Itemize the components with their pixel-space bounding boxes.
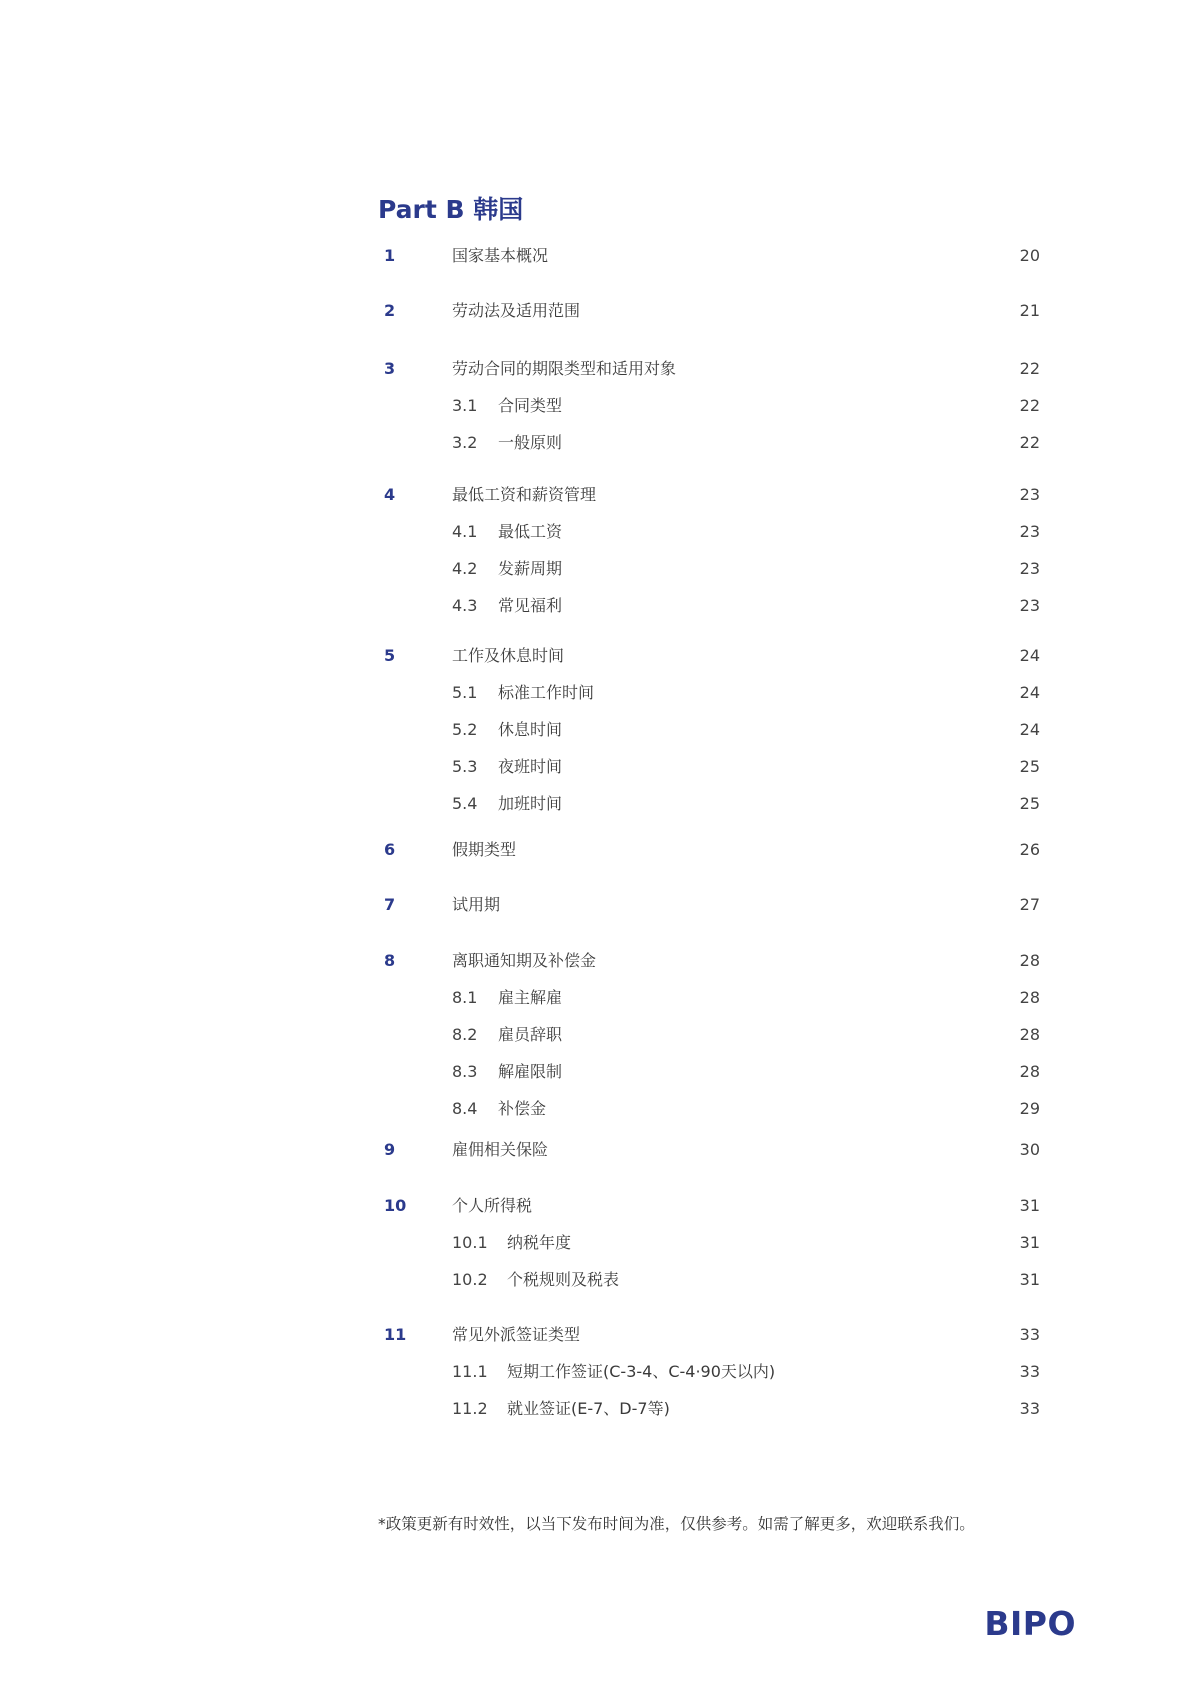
toc-subentry-title: 休息时间 — [498, 720, 563, 739]
toc-subentry-page: 28 — [1019, 1025, 1040, 1044]
toc-subentry-title: 补偿金 — [498, 1099, 547, 1118]
toc-subentry-title: 一般原则 — [498, 433, 563, 452]
toc-entry-number: 1 — [384, 246, 396, 265]
toc-entry-number: 7 — [384, 895, 396, 914]
toc-subentry-page: 25 — [1019, 794, 1040, 813]
toc-subentry-number: 8.2 — [452, 1025, 478, 1044]
toc-subentry-page: 28 — [1019, 988, 1040, 1007]
toc-subentry-number: 4.1 — [452, 522, 478, 541]
toc-subentry-number: 10.2 — [452, 1270, 488, 1289]
toc-entry-page: 23 — [1019, 485, 1040, 504]
toc-entry-page: 31 — [1019, 1196, 1040, 1215]
toc-entry[interactable] — [0, 643, 1200, 669]
toc-subentry-page: 22 — [1019, 396, 1040, 415]
toc-subentry-page: 29 — [1019, 1099, 1040, 1118]
toc-subentry-number: 4.2 — [452, 559, 478, 578]
toc-entry[interactable] — [0, 356, 1200, 382]
toc-entry-page: 24 — [1019, 646, 1040, 665]
toc-subentry-title: 常见福利 — [498, 596, 563, 615]
toc-entry-title: 离职通知期及补偿金 — [452, 951, 597, 970]
toc-subentry-number: 8.3 — [452, 1062, 478, 1081]
toc-subentry[interactable] — [0, 519, 1200, 545]
toc-entry-number: 9 — [384, 1140, 396, 1159]
toc-subentry-title: 就业签证(E-7、D-7等) — [507, 1399, 670, 1418]
toc-subentry-number: 8.1 — [452, 988, 478, 1007]
toc-subentry[interactable] — [0, 1396, 1200, 1422]
page-title: Part B 韩国 — [378, 195, 524, 224]
toc-subentry-page: 33 — [1019, 1362, 1040, 1381]
toc-entry-number: 11 — [384, 1325, 407, 1344]
toc-subentry[interactable] — [0, 430, 1200, 456]
toc-subentry-number: 5.2 — [452, 720, 478, 739]
toc-entry-title: 最低工资和薪资管理 — [452, 485, 597, 504]
toc-entry-number: 8 — [384, 951, 396, 970]
toc-entry-title: 工作及休息时间 — [452, 646, 565, 665]
toc-entry-page: 21 — [1019, 301, 1040, 320]
toc-subentry-number: 10.1 — [452, 1233, 488, 1252]
toc-entry-page: 20 — [1019, 246, 1040, 265]
toc-subentry[interactable] — [0, 791, 1200, 817]
toc-subentry-page: 33 — [1019, 1399, 1040, 1418]
toc-entry-page: 26 — [1019, 840, 1040, 859]
toc-subentry-page: 24 — [1019, 720, 1040, 739]
toc-subentry-page: 23 — [1019, 522, 1040, 541]
toc-entry-title: 劳动合同的期限类型和适用对象 — [452, 359, 677, 378]
toc-subentry-title: 雇主解雇 — [498, 988, 563, 1007]
toc-entry-page: 33 — [1019, 1325, 1040, 1344]
toc-subentry-number: 11.1 — [452, 1362, 488, 1381]
toc-subentry-title: 个税规则及税表 — [507, 1270, 620, 1289]
toc-subentry[interactable] — [0, 1096, 1200, 1122]
toc-entry-page: 30 — [1019, 1140, 1040, 1159]
toc-subentry-number: 5.1 — [452, 683, 478, 702]
toc-subentry-title: 解雇限制 — [498, 1062, 563, 1081]
toc-entry[interactable] — [0, 837, 1200, 863]
toc-entry[interactable] — [0, 243, 1200, 269]
toc-entry-page: 27 — [1019, 895, 1040, 914]
toc-subentry-number: 3.1 — [452, 396, 478, 415]
toc-subentry-page: 31 — [1019, 1270, 1040, 1289]
toc-entry-number: 10 — [384, 1196, 407, 1215]
toc-subentry-title: 发薪周期 — [498, 559, 563, 578]
toc-entry[interactable] — [0, 482, 1200, 508]
toc-subentry[interactable] — [0, 754, 1200, 780]
toc-subentry[interactable] — [0, 1267, 1200, 1293]
toc-entry[interactable] — [0, 1322, 1200, 1348]
toc-subentry-page: 24 — [1019, 683, 1040, 702]
toc-subentry-title: 最低工资 — [498, 522, 563, 541]
toc-subentry-number: 3.2 — [452, 433, 478, 452]
toc-subentry[interactable] — [0, 717, 1200, 743]
toc-subentry-title: 雇员辞职 — [498, 1025, 563, 1044]
bipo-logo: BIPO — [984, 1604, 1076, 1643]
toc-entry-title: 假期类型 — [452, 840, 517, 859]
toc-subentry-page: 23 — [1019, 559, 1040, 578]
toc-entry-number: 6 — [384, 840, 396, 859]
toc-subentry[interactable] — [0, 1059, 1200, 1085]
toc-subentry-page: 22 — [1019, 433, 1040, 452]
toc-entry-title: 试用期 — [452, 895, 501, 914]
toc-subentry-page: 23 — [1019, 596, 1040, 615]
toc-subentry-title: 纳税年度 — [507, 1233, 572, 1252]
toc-entry-page: 22 — [1019, 359, 1040, 378]
footnote: *政策更新有时效性，以当下发布时间为准，仅供参考。如需了解更多，欢迎联系我们。 — [378, 1515, 975, 1533]
toc-subentry[interactable] — [0, 1359, 1200, 1385]
toc-entry[interactable] — [0, 1137, 1200, 1163]
toc-entry-number: 2 — [384, 301, 396, 320]
toc-subentry[interactable] — [0, 985, 1200, 1011]
toc-subentry-title: 合同类型 — [498, 396, 563, 415]
toc-entry-title: 国家基本概况 — [452, 246, 549, 265]
toc-subentry-page: 28 — [1019, 1062, 1040, 1081]
toc-subentry[interactable] — [0, 680, 1200, 706]
toc-subentry-number: 11.2 — [452, 1399, 488, 1418]
toc-subentry[interactable] — [0, 393, 1200, 419]
toc-entry-number: 4 — [384, 485, 396, 504]
toc-entry[interactable] — [0, 892, 1200, 918]
toc-entry[interactable] — [0, 948, 1200, 974]
toc-entry-title: 常见外派签证类型 — [452, 1325, 581, 1344]
toc-subentry-number: 5.4 — [452, 794, 478, 813]
toc-entry[interactable] — [0, 1193, 1200, 1219]
toc-entry-number: 3 — [384, 359, 396, 378]
toc-subentry[interactable] — [0, 556, 1200, 582]
toc-entry-title: 雇佣相关保险 — [452, 1140, 549, 1159]
toc-subentry-title: 短期工作签证(C-3-4、C-4·90天以内) — [507, 1362, 776, 1381]
toc-subentry-number: 5.3 — [452, 757, 478, 776]
toc-subentry[interactable] — [0, 593, 1200, 619]
toc-subentry-title: 标准工作时间 — [498, 683, 595, 702]
toc-subentry[interactable] — [0, 1230, 1200, 1256]
toc-subentry-number: 4.3 — [452, 596, 478, 615]
toc-subentry-page: 25 — [1019, 757, 1040, 776]
toc-entry-number: 5 — [384, 646, 396, 665]
toc-subentry[interactable] — [0, 1022, 1200, 1048]
toc-entry-title: 劳动法及适用范围 — [452, 301, 581, 320]
toc-subentry-title: 加班时间 — [498, 794, 563, 813]
toc-entry-title: 个人所得税 — [452, 1196, 533, 1215]
toc-entry-page: 28 — [1019, 951, 1040, 970]
toc-subentry-page: 31 — [1019, 1233, 1040, 1252]
toc-subentry-number: 8.4 — [452, 1099, 478, 1118]
toc-entry[interactable] — [0, 298, 1200, 324]
toc-subentry-title: 夜班时间 — [498, 757, 563, 776]
